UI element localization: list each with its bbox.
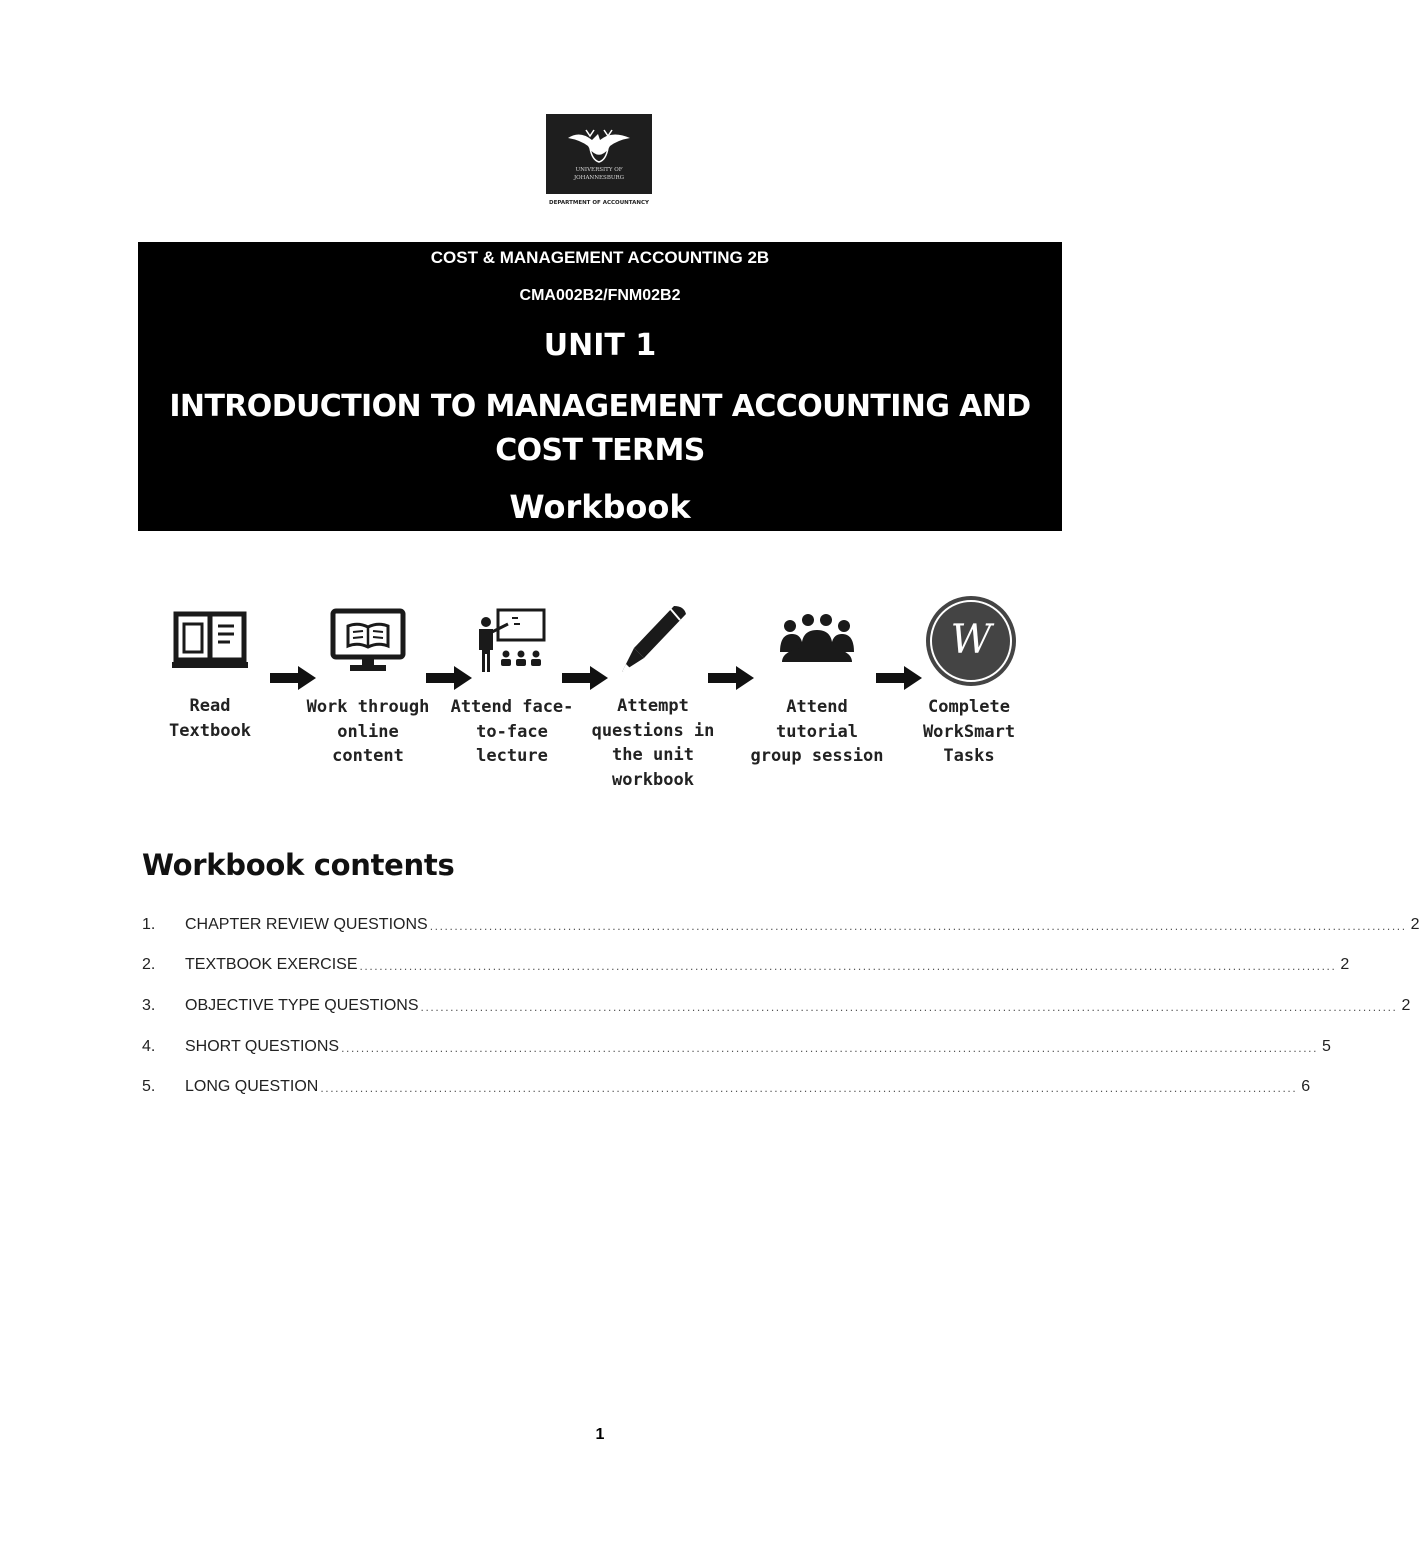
toc-text: OBJECTIVE TYPE QUESTIONS [185, 997, 419, 1014]
toc-entry-short-questions[interactable] [142, 1034, 1331, 1056]
title-banner [138, 242, 1062, 531]
page-number: 1 [595, 1426, 605, 1443]
flow-arrow-icon [270, 666, 316, 690]
step-label-worksmart [906, 695, 1032, 769]
toc-number: 1. [142, 916, 156, 933]
toc-leader-dots: ...................................................................................................................................................................................................... [359, 959, 1337, 973]
step-label-line: Attend face- [450, 697, 574, 717]
unit-title [138, 385, 1062, 473]
toc-text: TEXTBOOK EXERCISE [185, 956, 358, 973]
toc-entry-long-question[interactable] [142, 1074, 1311, 1096]
flow-arrow-icon [562, 666, 608, 690]
step-label-tutorial [744, 695, 890, 769]
logo-text: UNIVERSITY OF JOHANNESBURG [573, 167, 625, 181]
step-label-line: the unit [612, 745, 694, 765]
toc-leader-dots: ...................................................................................................................................................................................................... [420, 1000, 1398, 1014]
unit-heading: UNIT 1 [543, 328, 657, 363]
workbook-subtitle: Workbook [509, 488, 691, 526]
flow-arrow-icon [708, 666, 754, 690]
step-label-line: Read [189, 696, 231, 716]
step-label-line: Attempt [617, 696, 689, 716]
worksmart-logo-icon [924, 594, 1018, 688]
step-label-online-content [298, 695, 438, 769]
step-label-line: online [337, 721, 399, 742]
step-label-workbook [586, 694, 720, 792]
flow-arrow-icon [426, 666, 472, 690]
course-name: COST & MANAGEMENT ACCOUNTING 2B [430, 248, 770, 267]
step-label-line: Complete [928, 697, 1010, 717]
contents-heading: Workbook contents [142, 848, 455, 882]
department-name: DEPARTMENT OF ACCOUNTANCY [549, 200, 649, 206]
toc-text: LONG QUESTION [185, 1078, 319, 1095]
toc-entry-chapter-review[interactable] [142, 912, 1420, 934]
step-label-read-textbook [150, 694, 270, 743]
step-label-lecture [446, 695, 578, 769]
step-label-line: group session [750, 746, 884, 766]
toc-page-number: 2 [1340, 956, 1350, 973]
pen-icon [614, 602, 690, 676]
toc-page-number: 6 [1301, 1078, 1311, 1095]
toc-number: 4. [142, 1038, 156, 1055]
step-label-line: to-face [476, 721, 548, 742]
toc-entry-textbook-exercise[interactable] [142, 952, 1350, 974]
university-logo [546, 114, 652, 194]
step-label-line: Tasks [943, 746, 995, 766]
toc-page-number: 2 [1410, 916, 1420, 933]
toc-leader-dots: ...................................................................................................................................................................................................... [320, 1081, 1298, 1095]
toc-text: CHAPTER REVIEW QUESTIONS [185, 916, 428, 933]
toc-page-number: 5 [1322, 1038, 1331, 1055]
course-code: CMA002B2/FNM02B2 [519, 287, 681, 304]
step-label-line: lecture [476, 746, 548, 766]
step-label-line: WorkSmart [922, 721, 1016, 742]
book-icon [172, 612, 248, 670]
unit-title-line1: INTRODUCTION TO MANAGEMENT ACCOUNTING AND [169, 389, 1031, 424]
toc-number: 3. [142, 997, 156, 1014]
worksmart-logo-letter: W [950, 617, 992, 663]
university-crest-logo [546, 114, 652, 194]
flow-arrow-icon [876, 666, 922, 690]
toc-number: 5. [142, 1078, 156, 1095]
group-icon [778, 612, 856, 664]
monitor-book-icon [330, 608, 406, 674]
step-label-line: workbook [612, 769, 694, 790]
lecturer-icon [474, 608, 548, 674]
toc-page-number: 2 [1401, 997, 1411, 1014]
toc-number: 2. [142, 956, 156, 973]
step-label-line: Textbook [169, 720, 251, 741]
step-label-line: Work through [306, 697, 430, 717]
toc-entry-objective-questions[interactable] [142, 993, 1411, 1015]
step-label-line: questions in [591, 720, 715, 741]
toc-text: SHORT QUESTIONS [185, 1038, 340, 1055]
toc-leader-dots: ...................................................................................................................................................................................................... [429, 919, 1407, 933]
toc-leader-dots: ...................................................................................................................................................................................................... [341, 1041, 1319, 1055]
step-label-line: Attend [786, 697, 848, 717]
step-label-line: content [332, 746, 404, 766]
step-label-line: tutorial [776, 721, 858, 742]
unit-title-line2: COST TERMS [495, 433, 705, 468]
